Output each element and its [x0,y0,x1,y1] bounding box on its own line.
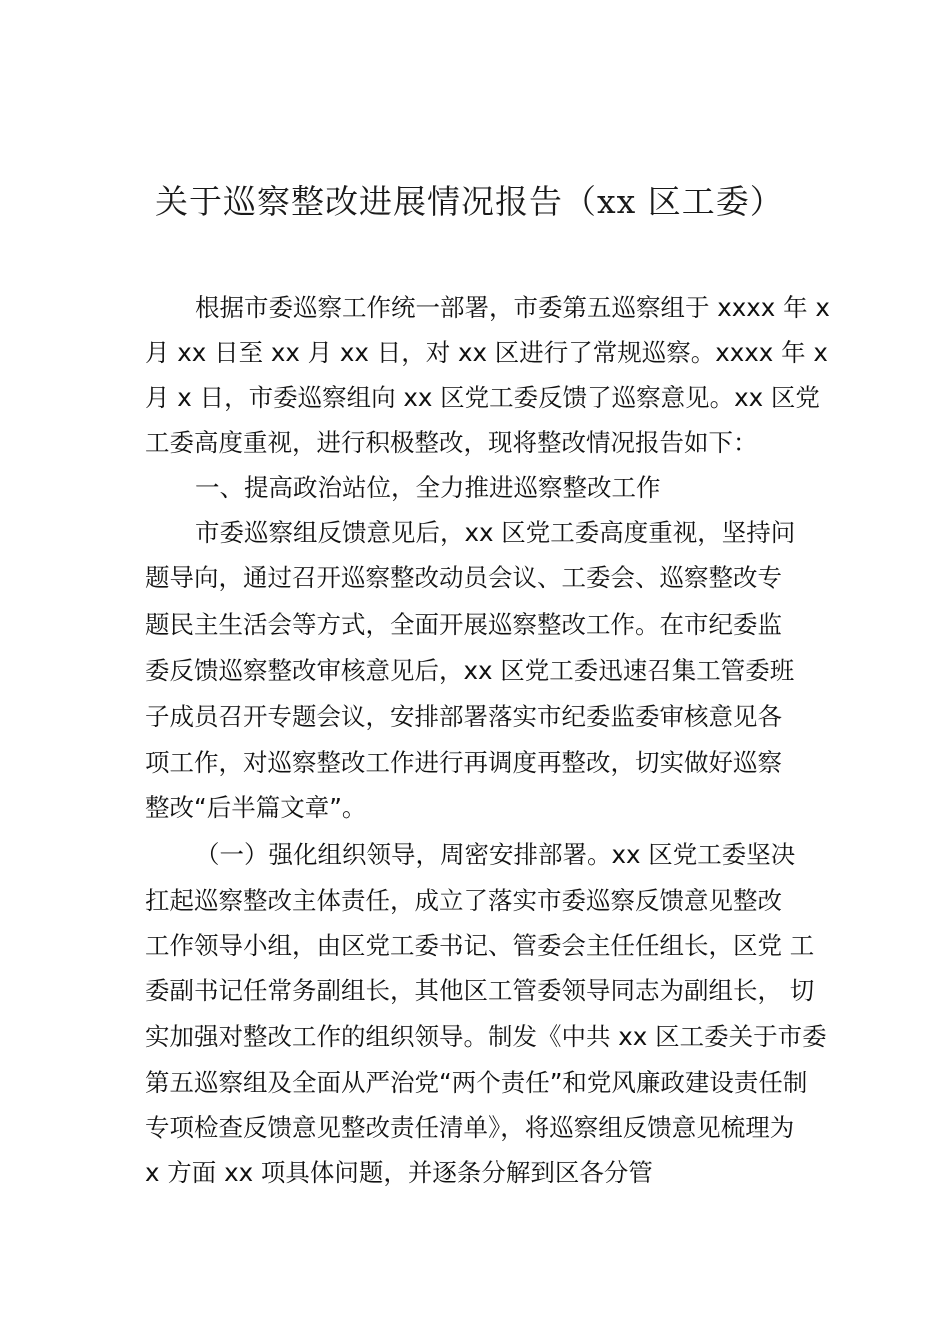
paragraph-line: 工作领导小组，由区党工委书记、管委会主任任组长，区党 工 [145,931,815,960]
paragraph-line: 第五巡察组及全面从严治党“两个责任”和党风廉政建设责任制 [145,1068,808,1097]
paragraph-line: 项工作，对巡察整改工作进行再调度再整改，切实做好巡察 [145,748,782,777]
document-title: 关于巡察整改进展情况报告（xx 区工委） [155,182,784,221]
paragraph-line: 题导向，通过召开巡察整改动员会议、工委会、巡察整改专 [145,563,782,592]
subsection-paragraph-line: （一）强化组织领导，周密安排部署。xx 区党工委坚决 [195,840,796,869]
paragraph-line: 委反馈巡察整改审核意见后，xx 区党工委迅速召集工管委班 [145,656,795,685]
paragraph-line: 月 xx 日至 xx 月 xx 日，对 xx 区进行了常规巡察。xxxx 年 x [145,338,828,367]
paragraph-line: 专项检查反馈意见整改责任清单》，将巡察组反馈意见梳理为 [145,1113,795,1142]
paragraph-line: 委副书记任常务副组长，其他区工管委领导同志为副组长， 切 [145,976,815,1005]
paragraph-line: 根据市委巡察工作统一部署，市委第五巡察组于 xxxx 年 x [195,293,830,322]
paragraph-line: 工委高度重视，进行积极整改，现将整改情况报告如下： [145,428,758,457]
section-heading: 一、提高政治站位，全力推进巡察整改工作 [195,473,661,502]
paragraph-line: 实加强对整改工作的组织领导。制发《中共 xx 区工委关于市委 [145,1022,827,1051]
paragraph-line: 市委巡察组反馈意见后，xx 区党工委高度重视，坚持问 [195,518,796,547]
paragraph-line: x 方面 xx 项具体问题，并逐条分解到区各分管 [145,1158,653,1187]
paragraph-line: 题民主生活会等方式，全面开展巡察整改工作。在市纪委监 [145,610,782,639]
paragraph-line: 月 x 日，市委巡察组向 xx 区党工委反馈了巡察意见。xx 区党 [145,383,820,412]
paragraph-line: 子成员召开专题会议，安排部署落实市纪委监委审核意见各 [145,702,782,731]
paragraph-line: 整改“后半篇文章”。 [145,793,367,822]
paragraph-line: 扛起巡察整改主体责任，成立了落实市委巡察反馈意见整改 [145,886,782,915]
